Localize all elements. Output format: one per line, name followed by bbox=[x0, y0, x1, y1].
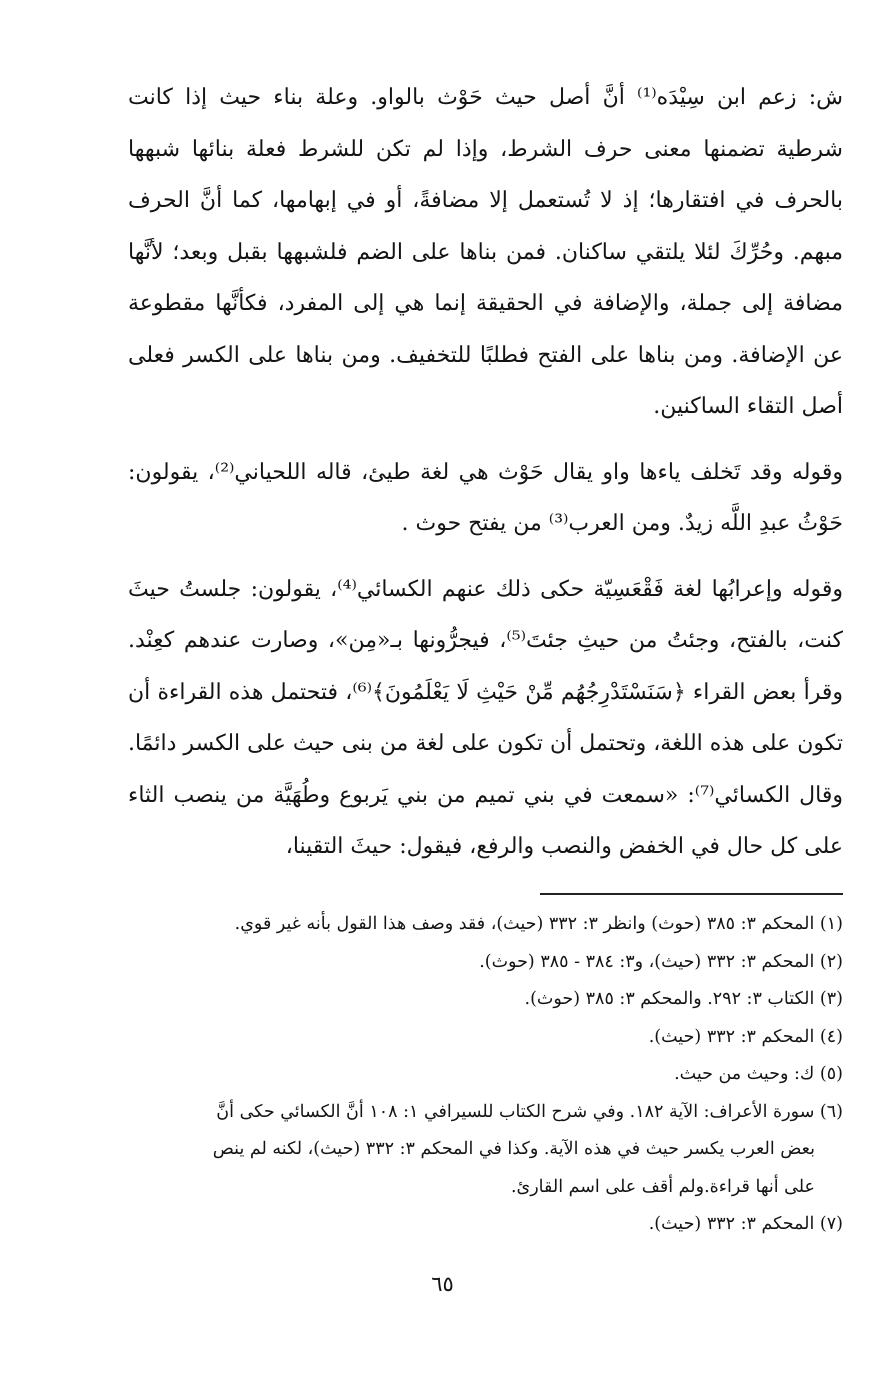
footnote-4: (٤) المحكم ٣: ٣٣٢ (حيث). bbox=[648, 1026, 843, 1047]
footnote-5: (٥) ك: وحيث من حيث. bbox=[674, 1064, 843, 1084]
footnote-6-line-1: (٦) سورة الأعراف: الآية ١٨٢. وفي شرح الكتاب للسيرافي ١: ١٠٨ أنَّ الكسائي حكى أنَّ bbox=[216, 1101, 843, 1122]
footnote-1: (١) المحكم ٣: ٣٨٥ (حوث) وانظر ٣: ٣٣٢ (حيث)، فقد وصف هذا القول بأنه غير قوي. bbox=[234, 914, 843, 934]
footnote-separator bbox=[540, 893, 843, 895]
main-text bbox=[128, 72, 843, 873]
footnotes bbox=[128, 906, 843, 1244]
page-number: ٦٥ bbox=[431, 1272, 454, 1296]
paragraph-1: ش: زعم ابن سِيْدَه⁽¹⁾ أنَّ أصل حيث حَوْث بالواو. وعلة بناء حيث إذا كانت شرطية تضمنها معنى حرف الشرط، وإذا لم تكن للشرط فعلة بنائها شبهها بالحرف في افتقارها؛ إذ لا تُستعمل إلا مضافةً، أو في إبهامها، كما أنَّ الحرف مبهم. وحُرِّكَ لئلا يلتقي ساكنان. فمن بناها على الضم فلشبهها بقبل وبعد؛ لأنَّها مضافة إلى جملة، والإضافة في الحقيقة إنما هي إلى المفرد، فكأنَّها مقطوعة عن الإضافة. ومن بناها على الفتح فطلبًا للتخفيف. ومن بناها على الكسر فعلى أصل التقاء الساكنين. bbox=[128, 85, 844, 419]
footnote-2: (٢) المحكم ٣: ٣٣٢ (حيث)، و٣: ٣٨٤ - ٣٨٥ (حوث). bbox=[479, 951, 843, 972]
paragraph-2: وقوله وقد تَخلف ياءها واو يقال حَوْث هي لغة طيئ، قاله اللحياني⁽²⁾، يقولون: حَوْثُ عبدِ اللَّه زيدٌ. ومن العرب⁽³⁾ من يفتح حوث . bbox=[128, 459, 843, 536]
footnote-6 bbox=[128, 1094, 843, 1207]
footnote-3: (٣) الكتاب ٣: ٢٩٢. والمحكم ٣: ٣٨٥ (حوث). bbox=[524, 989, 843, 1009]
footnote-6-line-3: على أنها قراءة.ولم أقف على اسم القارئ. bbox=[510, 1176, 815, 1197]
footnote-7: (٧) المحكم ٣: ٣٣٢ (حيث). bbox=[648, 1214, 843, 1234]
footnote-6-line-2: بعض العرب يكسر حيث في هذه الآية. وكذا في المحكم ٣: ٣٣٢ (حيث)، لكنه لم ينص bbox=[212, 1139, 815, 1159]
paragraph-3: وقوله وإعرابُها لغة فَقْعَسِيّة حكى ذلك عنهم الكسائي⁽⁴⁾، يقولون: جلستُ حيثَ كنت، بالفتح، وجئتُ من حيثِ جئتَ⁽⁵⁾، فيجرُّونها بـ«مِن»، وصارت عندهم كعِنْد. وقرأ بعض القراء ﴿سَنَسْتَدْرِجُهُم مِّنْ حَيْثِ لَا يَعْلَمُونَ﴾⁽⁶⁾، فتحتمل هذه القراءة أن تكون على هذه اللغة، وتحتمل أن تكون على لغة من بنى حيث على الكسر دائمًا. وقال الكسائي⁽⁷⁾: «سمعت في بني تميم من بني يَربوع وطُهَيَّة من ينصب الثاء على كل حال في الخفض والنصب والرفع، فيقول: حيثَ التقينا، bbox=[127, 576, 843, 859]
